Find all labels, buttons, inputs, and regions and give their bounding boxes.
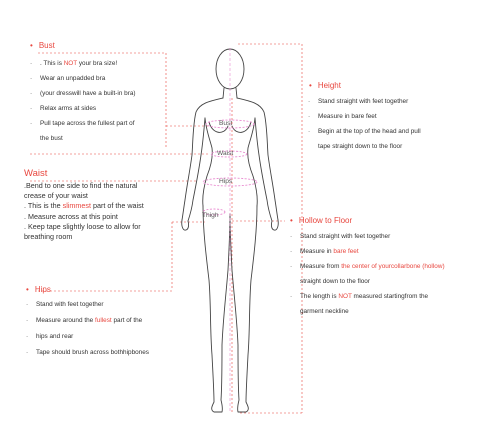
bullet-icon: · bbox=[26, 333, 29, 340]
bullet-icon: · bbox=[26, 301, 29, 308]
hollow-item: · Measure in bare feet bbox=[290, 248, 359, 255]
bullet-icon: • bbox=[26, 285, 29, 294]
waist-line: breathing room bbox=[24, 232, 73, 241]
bullet-icon: · bbox=[26, 349, 29, 356]
bullet-icon: · bbox=[290, 233, 293, 240]
hips-item: · Measure around the fullest part of the bbox=[26, 317, 143, 324]
bullet-icon: · bbox=[30, 90, 33, 97]
waist-line: . Measure across at this point bbox=[24, 212, 118, 221]
bullet-icon: · bbox=[308, 98, 311, 105]
bullet-icon: · bbox=[308, 113, 311, 120]
bullet-icon: · bbox=[30, 120, 33, 127]
waist-line: crease of your waist bbox=[24, 191, 88, 200]
hips-title: • Hips bbox=[26, 285, 51, 294]
hollow-title: • Hollow to Floor bbox=[290, 216, 353, 225]
bust-item: · Pull tape across the fullest part of bbox=[30, 120, 135, 127]
bullet-icon: · bbox=[30, 75, 33, 82]
figure-label-waist: Waist bbox=[217, 150, 234, 157]
hollow-item: · Stand straight with feet together bbox=[290, 233, 391, 240]
height-item: · Begin at the top of the head and pull bbox=[308, 128, 421, 135]
bullet-icon: · bbox=[30, 105, 33, 112]
bullet-icon: · bbox=[290, 263, 293, 270]
bust-item: · Wear an unpadded bra bbox=[30, 75, 106, 82]
figure-label-hips: Hips bbox=[219, 178, 233, 185]
right-leg bbox=[230, 206, 257, 412]
height-title: • Height bbox=[309, 81, 341, 90]
bullet-icon: · bbox=[26, 317, 29, 324]
bust-item: the bust bbox=[40, 135, 63, 142]
figure-label-bust: Bust bbox=[219, 120, 233, 127]
waist-line: . This is the slimmest part of the waist bbox=[24, 201, 144, 210]
bust-title: • Bust bbox=[30, 41, 55, 50]
hollow-item: garment neckline bbox=[300, 308, 349, 315]
bust-item: · (your dresswill have a built-in bra) bbox=[30, 90, 136, 97]
hips-item: · Stand with feet together bbox=[26, 301, 104, 308]
height-item: · Measure in bare feet bbox=[308, 113, 377, 120]
bust-item: · Relax arms at sides bbox=[30, 105, 97, 112]
right-arm-inner bbox=[255, 118, 272, 221]
hollow-item: · Measure from the center of yourcollarbone (hollow) bbox=[290, 263, 445, 270]
height-item: tape straight down to the floor bbox=[318, 143, 403, 150]
bullet-icon: · bbox=[290, 293, 293, 300]
left-leg bbox=[203, 206, 230, 412]
waist-line: .Bend to one side to find the natural bbox=[24, 181, 138, 190]
right-hand bbox=[271, 220, 278, 230]
waist-line: . Keep tape slightly loose to allow for bbox=[24, 222, 141, 231]
bullet-icon: • bbox=[290, 216, 293, 225]
tape-measures bbox=[203, 48, 257, 412]
figure-label-thigh: Thigh bbox=[202, 212, 219, 219]
bullet-icon: · bbox=[290, 248, 293, 255]
left-hand bbox=[182, 220, 189, 230]
hollow-item: · The length is NOT measured startingfrom the bbox=[290, 293, 429, 300]
waist-title: Waist bbox=[24, 168, 48, 179]
bullet-icon: · bbox=[308, 128, 311, 135]
hips-item: · hips and rear bbox=[26, 333, 74, 340]
bullet-icon: • bbox=[30, 41, 33, 50]
left-arm-inner bbox=[188, 118, 205, 221]
hollow-item: straight down to the floor bbox=[300, 278, 370, 285]
hips-item: · Tape should brush across bothhipbones bbox=[26, 349, 149, 356]
bust-item: · . This is NOT your bra size! bbox=[30, 60, 118, 67]
bullet-icon: · bbox=[30, 60, 33, 67]
height-item: · Stand straight with feet together bbox=[308, 98, 409, 105]
bullet-icon: • bbox=[309, 81, 312, 90]
